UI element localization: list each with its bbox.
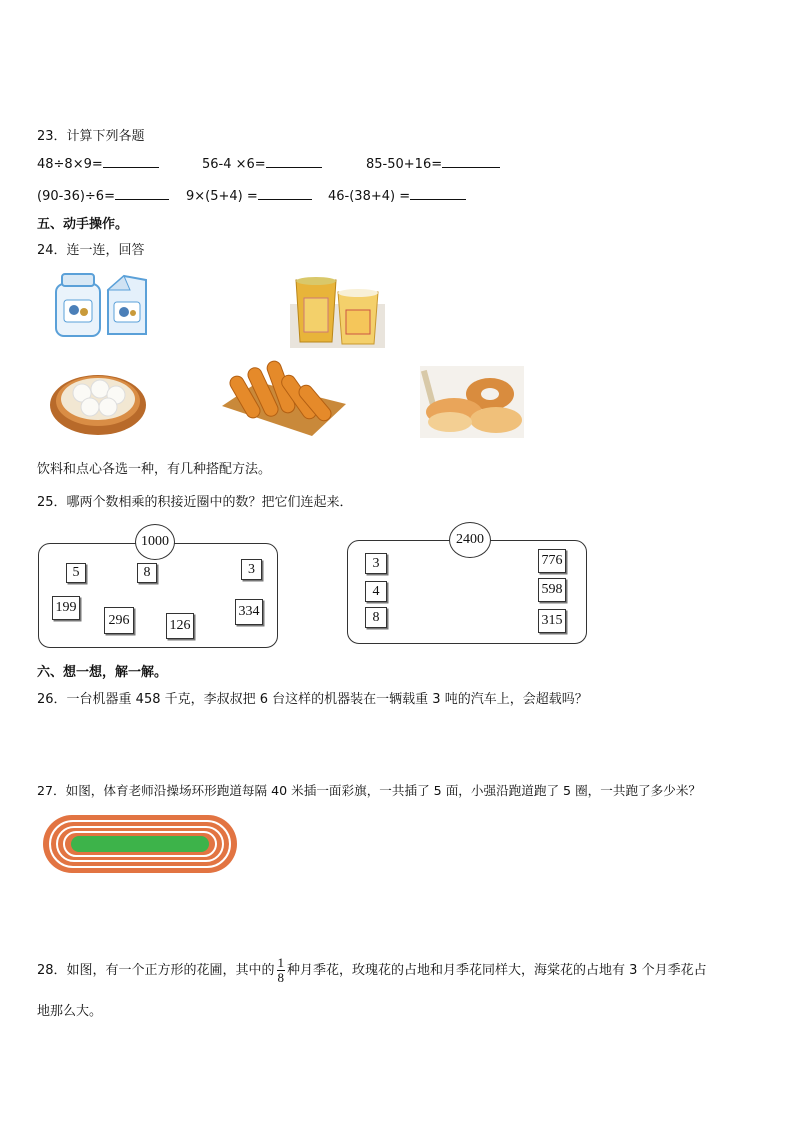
answer-blank[interactable] [410,188,466,200]
section-6-heading: 六、想一想，解一解。 [37,665,168,680]
number-value: 776 [541,553,563,568]
number-box[interactable] [538,609,566,633]
q28-text-after: 种月季花，玫瑰花的占地和月季花同样大，海棠花的占地有 3 个月季花占 [287,963,707,978]
fraction-numerator: 1 [277,955,285,970]
bread-image [420,366,524,438]
number-box[interactable] [104,607,134,634]
answer-blank[interactable] [103,156,159,168]
answer-blank[interactable] [442,156,500,168]
target-value: 2400 [456,532,484,547]
number-box[interactable] [52,596,80,620]
number-box[interactable] [365,553,387,574]
number-box[interactable] [66,563,86,583]
q24-question: 饮料和点心各选一种，有几种搭配方法。 [37,462,272,477]
q24-title: 24．连一连，回答 [37,243,145,258]
number-value: 3 [248,561,255,577]
number-box[interactable] [538,578,566,602]
expr-text: 46-(38+4) = [328,189,411,204]
number-value: 315 [541,613,563,628]
number-box[interactable] [538,549,566,573]
answer-blank[interactable] [258,188,312,200]
target-value: 1000 [141,534,169,549]
expr-text: 9×(5+4) = [186,189,258,204]
number-value: 598 [541,582,563,597]
section-5-heading: 五、动手操作。 [37,217,129,232]
number-value: 334 [238,604,260,619]
q23-expr-2 [202,156,322,172]
q23-expr-1 [37,156,159,172]
q27-text: 27．如图，体育老师沿操场环形跑道每隔 40 米插一面彩旗，一共插了 5 面，小强沿跑道跑了 5 圈，一共跑了多少米？ [37,783,702,798]
number-value: 3 [372,555,380,571]
fried-dough-sticks-image [218,352,348,438]
number-box[interactable] [365,607,387,628]
q23-expr-4 [37,188,169,204]
answer-blank[interactable] [115,188,169,200]
number-value: 8 [143,565,151,580]
number-value: 199 [55,600,77,615]
number-box[interactable] [365,581,387,602]
q26-text: 26．一台机器重 458 千克，李叔叔把 6 台这样的机器装在一辆载重 3 吨的汽车上，会超载吗？ [37,692,588,707]
q23-title: 23．计算下列各题 [37,129,145,144]
q23-expr-6 [328,188,466,204]
q25-title: 25．哪两个数相乘的积接近圈中的数？把它们连起来． [37,495,353,510]
q28-line-1 [37,956,707,986]
expr-text: 48÷8×9= [37,157,103,172]
number-box[interactable] [166,613,194,639]
answer-blank[interactable] [266,156,322,168]
q28-text-before: 28．如图，有一个正方形的花圃，其中的 [37,963,275,978]
q23-expr-3 [366,156,500,172]
number-box[interactable] [137,563,157,583]
number-value: 8 [372,609,380,625]
q28-line-2: 地那么大。 [37,1004,103,1019]
number-value: 126 [169,618,191,633]
expr-text: (90-36)÷6= [37,189,115,204]
number-box[interactable] [241,559,262,580]
fraction-denominator: 8 [277,970,285,985]
q23-expr-5 [186,188,312,204]
fraction-one-eighth [277,956,286,985]
steamed-buns-image [48,355,148,437]
target-circle-1000 [135,524,175,560]
number-value: 5 [72,565,80,580]
number-box[interactable] [235,599,263,625]
milk-cartons-image [52,270,152,340]
target-circle-2400 [449,522,491,558]
expr-text: 56-4 ×6= [202,157,266,172]
expr-text: 85-50+16= [366,157,443,172]
running-track-image [42,814,238,874]
number-value: 4 [372,583,380,599]
number-value: 296 [108,612,130,628]
drink-cups-image [290,276,385,348]
